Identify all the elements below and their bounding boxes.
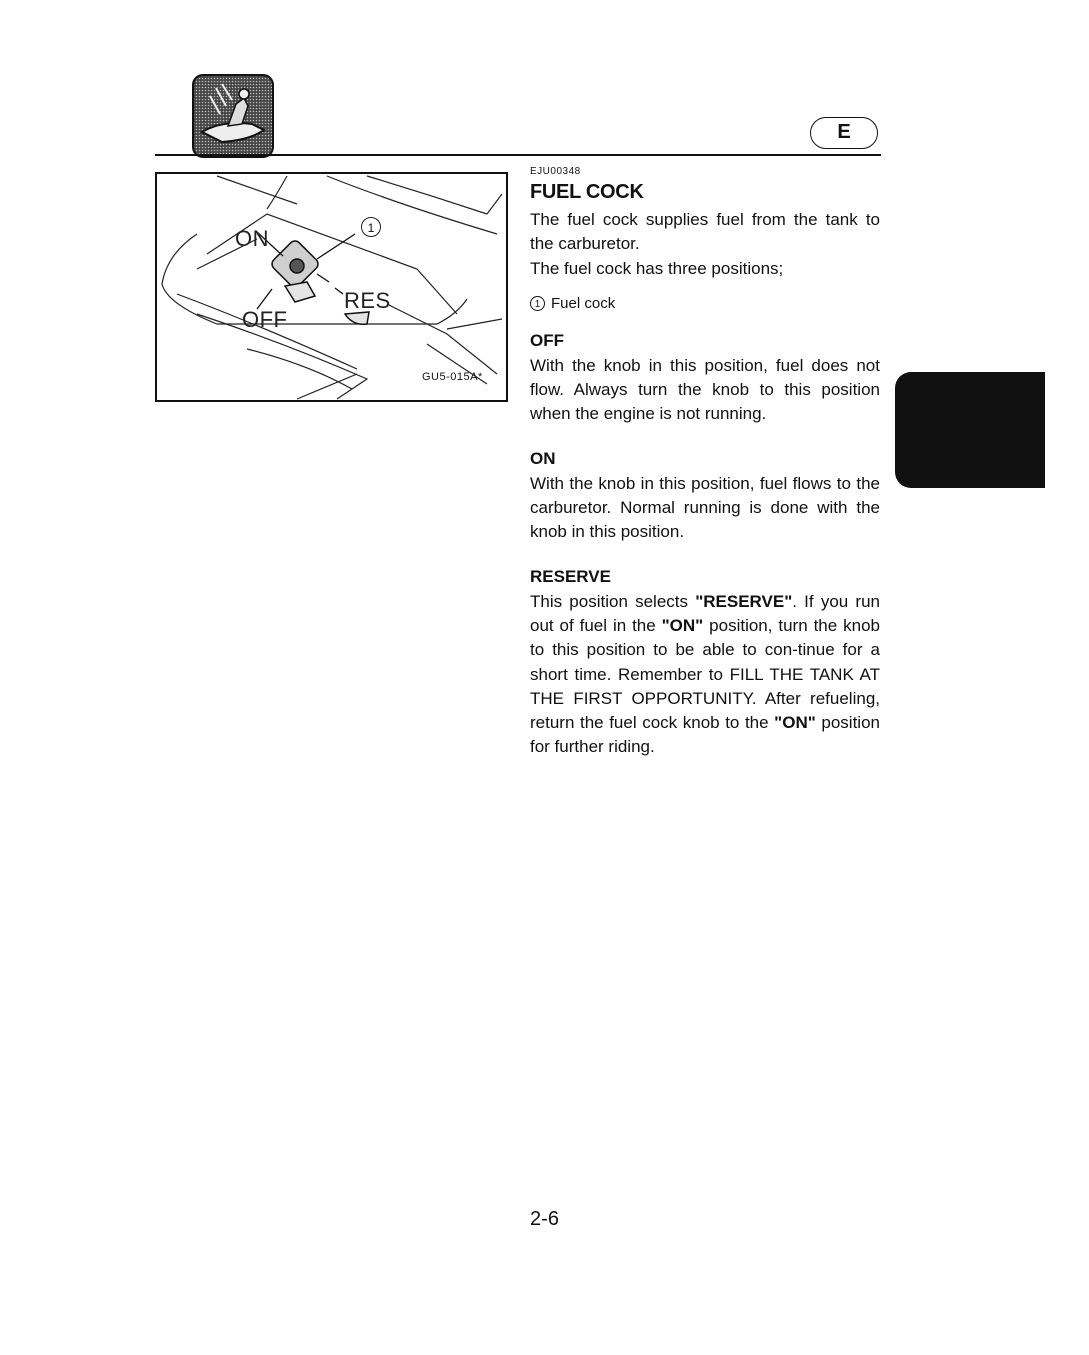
on-paragraph: With the knob in this position, fuel flows to the carburetor. Normal running is done with the knob in this position. [530, 473, 880, 542]
chapter-tab [895, 372, 1045, 488]
reserve-paragraph [530, 590, 880, 760]
watercraft-rider-icon [192, 74, 274, 158]
figure-code: GU5-015A* [422, 371, 483, 383]
figure-label-res: RES [344, 288, 391, 313]
intro-paragraph-1: The fuel cock supplies fuel from the tank to the carburetor. [530, 210, 880, 254]
figure-legend [530, 295, 880, 312]
reserve-quote-on: "ON" [661, 615, 704, 635]
off-heading: OFF [530, 330, 564, 350]
fuel-cock-illustration [157, 174, 508, 402]
legend-text: Fuel cock [551, 294, 616, 312]
fuel-cock-figure [155, 172, 508, 402]
on-heading: ON [530, 448, 556, 468]
intro-paragraph-2: The fuel cock has three positions; [530, 258, 784, 278]
legend-number: 1 [530, 296, 545, 311]
reserve-text-4: position for further riding. [530, 713, 880, 757]
reserve-quote-on-2: "ON" [774, 713, 816, 733]
figure-label-off: OFF [242, 307, 288, 332]
reserve-text-3: position, turn the knob to this position to be able to con-tinue for a short time. Remember to FILL THE TANK AT THE FIRST OPPORTUNITY. After refueling, return the fuel cock knob to the [530, 615, 880, 733]
off-paragraph: With the knob in this position, fuel does not flow. Always turn the knob to this position when the engine is not running. [530, 355, 880, 424]
reserve-text-1: This position selects [530, 591, 696, 611]
figure-callout-1: 1 [361, 217, 381, 237]
language-badge: E [810, 117, 878, 149]
reserve-text-2: . If you run out of fuel in the [530, 591, 880, 635]
page-number: 2-6 [530, 1208, 559, 1230]
reserve-heading: RESERVE [530, 566, 611, 586]
section-title: FUEL COCK [530, 181, 644, 203]
header-rule [155, 154, 881, 156]
figure-label-on: ON [235, 226, 269, 251]
content-column [530, 166, 880, 760]
reserve-quote-reserve: "RESERVE" [695, 591, 793, 611]
section-code: EJU00348 [530, 166, 581, 177]
